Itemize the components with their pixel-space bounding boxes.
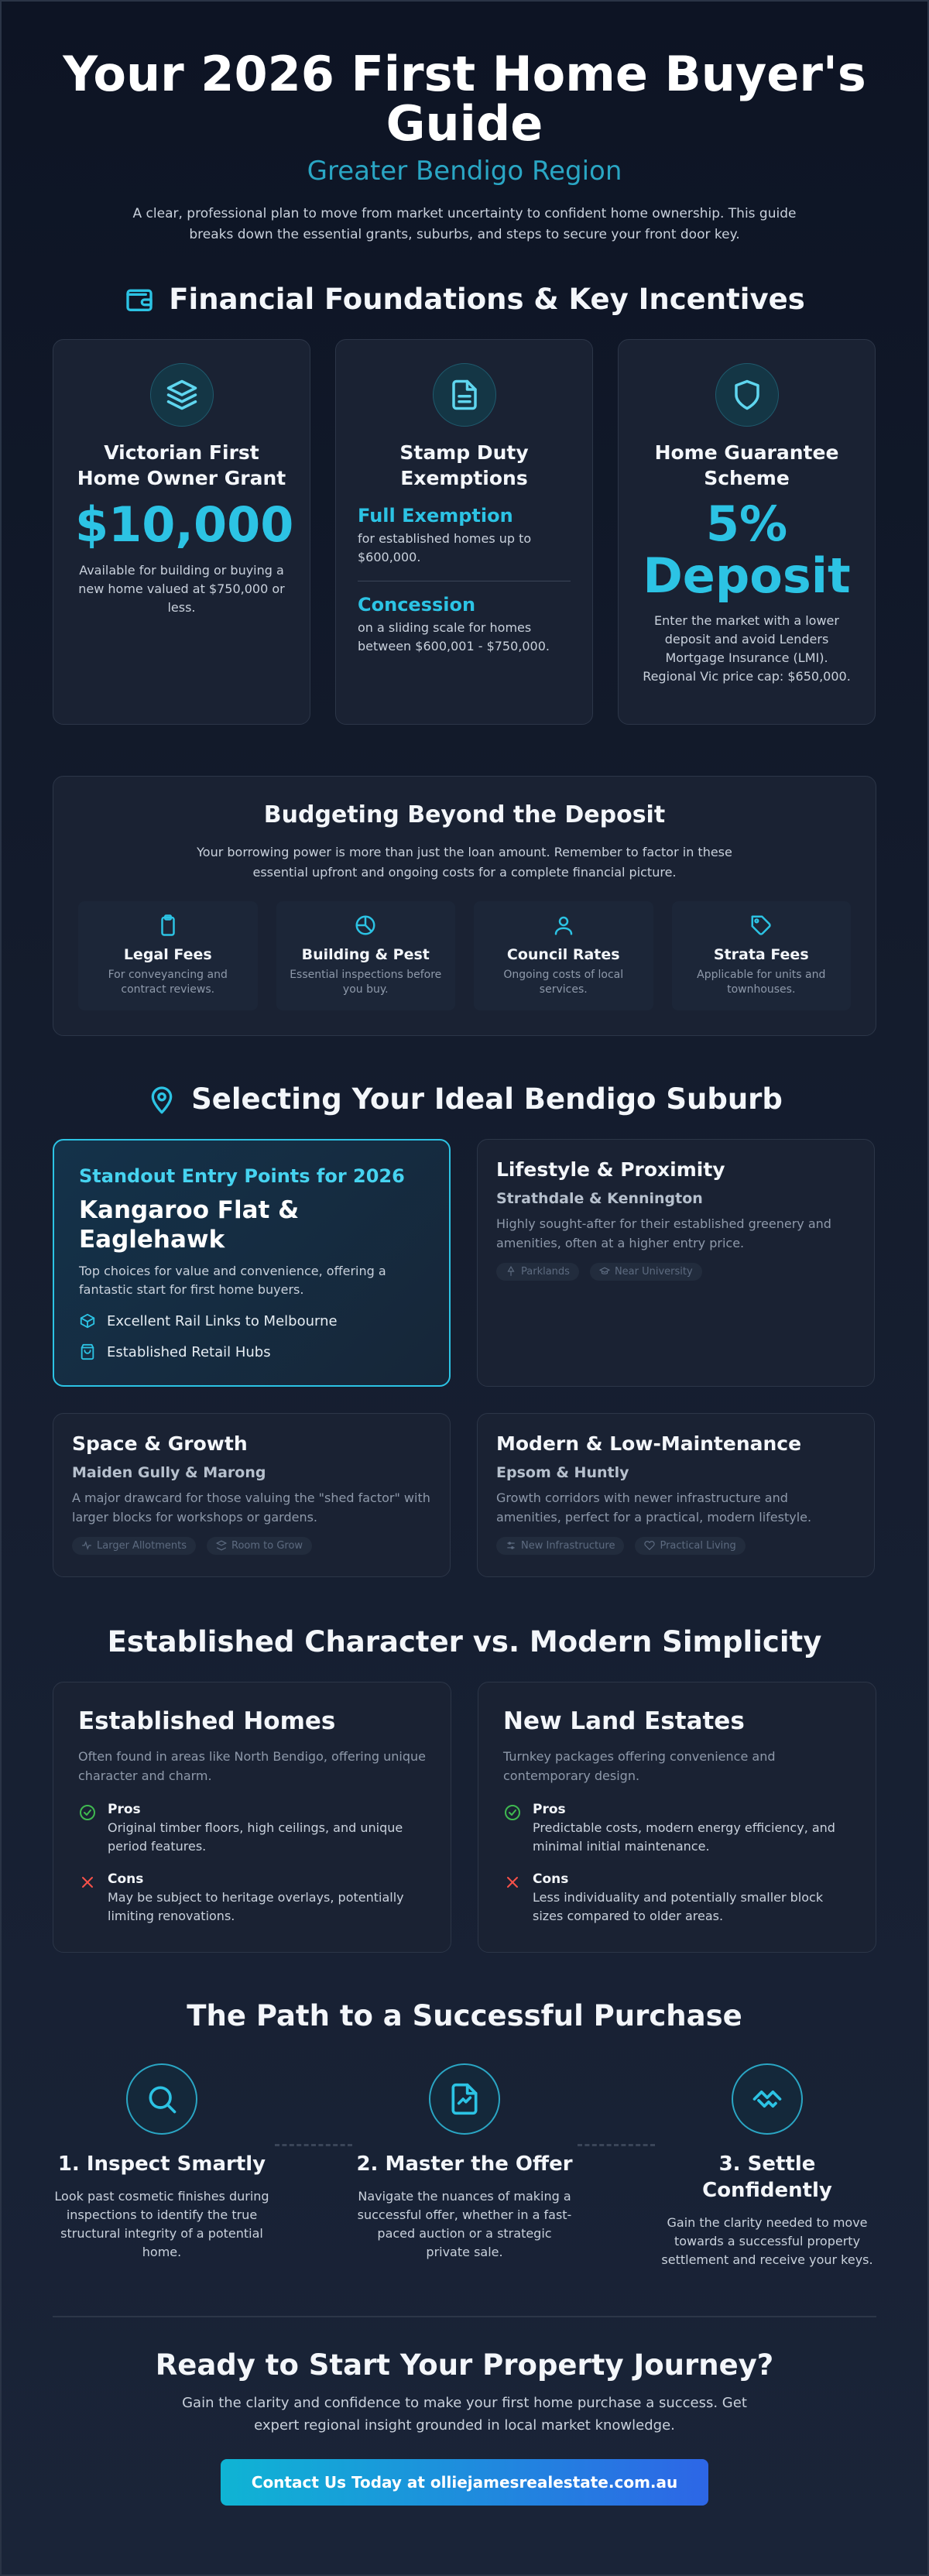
modern-title: Modern & Low-Maintenance xyxy=(496,1432,802,1456)
modern-area: Epsom & Huntly xyxy=(496,1464,629,1482)
new-land-pros xyxy=(503,1802,851,1856)
cons-text: May be subject to heritage overlays, potentially limiting renovations. xyxy=(108,1889,404,1923)
feature-label: Established Retail Hubs xyxy=(107,1343,271,1360)
tag-badge xyxy=(635,1537,745,1555)
cta-divider xyxy=(53,2316,876,2317)
activity-icon xyxy=(81,1540,92,1551)
new-land-title: New Land Estates xyxy=(503,1707,745,1736)
tag-badge xyxy=(496,1263,579,1281)
concession-title: Concession xyxy=(358,594,476,616)
fee-legal xyxy=(78,901,258,1010)
pros-text: Predictable costs, modern energy efficiency, and minimal initial maintenance. xyxy=(533,1820,835,1854)
financial-heading-text: Financial Foundations & Key Incentives xyxy=(169,283,805,317)
heart-icon xyxy=(644,1540,655,1551)
established-description: Often found in areas like North Bendigo, offering unique character and charm. xyxy=(78,1749,426,1784)
stamp-title: Stamp Duty Exemptions xyxy=(399,441,529,489)
tag-label: Near University xyxy=(614,1265,693,1278)
fee-text: Ongoing costs of local services. xyxy=(503,968,624,996)
check-circle-icon xyxy=(503,1803,522,1822)
fee-text: For conveyancing and contract reviews. xyxy=(108,968,228,996)
check-circle-icon xyxy=(78,1803,97,1822)
new-land-card xyxy=(478,1682,876,1953)
featured-features xyxy=(79,1312,424,1360)
feature-label: Excellent Rail Links to Melbourne xyxy=(107,1312,338,1329)
fee-title: Legal Fees xyxy=(123,945,212,963)
grant-title: Victorian First Home Owner Grant xyxy=(77,441,286,489)
suburbs-section xyxy=(53,1082,876,1577)
clipboard-icon xyxy=(156,914,180,937)
guarantee-card xyxy=(618,339,876,725)
exemption-text: for established homes up to $600,000. xyxy=(358,531,532,565)
wallet-icon xyxy=(124,284,155,315)
space-card xyxy=(53,1413,451,1577)
step-list xyxy=(53,2063,876,2269)
feature-item xyxy=(79,1312,424,1329)
map-pin-icon xyxy=(146,1084,177,1115)
step-connector xyxy=(275,2144,352,2146)
tag-badge xyxy=(207,1537,312,1555)
step-text: Look past cosmetic finishes during inspections to identify the true structural integrity of a potential home. xyxy=(54,2189,269,2260)
cons-content xyxy=(108,1871,426,1926)
step-title: 3. Settle Confidently xyxy=(702,2152,832,2203)
featured-kicker: Standout Entry Points for 2026 xyxy=(79,1165,405,1188)
established-pros xyxy=(78,1802,426,1856)
tag-label: Larger Allotments xyxy=(97,1539,187,1552)
lifestyle-description: Highly sought-after for their established greenery and amenities, often at a higher entry price. xyxy=(496,1216,831,1251)
lifestyle-card xyxy=(477,1139,875,1387)
cons-label: Cons xyxy=(533,1871,569,1887)
step-icon-circle xyxy=(429,2063,500,2135)
step-title: 2. Master the Offer xyxy=(356,2152,573,2176)
concession-text: on a sliding scale for homes between $600,001 - $750,000. xyxy=(358,620,550,654)
budget-card xyxy=(53,776,876,1036)
new-land-description: Turnkey packages offering convenience and contemporary design. xyxy=(503,1749,776,1784)
fee-list xyxy=(78,901,851,1010)
pros-content xyxy=(108,1802,426,1856)
compare-cards xyxy=(53,1682,876,1953)
fee-text: Essential inspections before you buy. xyxy=(290,968,442,996)
cta-section xyxy=(53,2316,876,2506)
lifestyle-tags xyxy=(496,1263,855,1281)
step-offer xyxy=(355,2063,574,2262)
grant-amount: $10,000 xyxy=(75,496,294,554)
space-description: A major drawcard for those valuing the "shed factor" with larger blocks for workshops or gardens. xyxy=(72,1490,430,1525)
pros-content xyxy=(533,1802,851,1856)
featured-name: Kangaroo Flat & Eaglehawk xyxy=(79,1196,300,1254)
grant-text: Available for building or buying a new home valued at $750,000 or less. xyxy=(78,562,285,615)
fee-title: Council Rates xyxy=(506,945,620,963)
fee-strata xyxy=(672,901,852,1010)
grant-card xyxy=(53,339,310,725)
feature-item xyxy=(79,1343,424,1360)
page-title: Your 2026 First Home Buyer's Guide xyxy=(63,46,866,153)
guarantee-title: Home Guarantee Scheme xyxy=(654,441,839,489)
incentive-cards xyxy=(53,339,876,725)
modern-card xyxy=(477,1413,875,1577)
tag-label: Room to Grow xyxy=(231,1539,303,1552)
globe-icon xyxy=(354,914,377,937)
new-land-cons xyxy=(503,1871,851,1926)
fee-text: Applicable for units and townhouses. xyxy=(697,968,826,996)
financial-heading xyxy=(53,283,876,316)
fee-title: Building & Pest xyxy=(301,945,430,963)
shopping-bag-icon xyxy=(79,1343,96,1360)
file-offer-icon xyxy=(447,2082,482,2116)
grant-icon-circle xyxy=(150,363,214,427)
page-subtitle: Greater Bendigo Region xyxy=(307,155,622,187)
stamp-exemption xyxy=(358,505,571,656)
tag-label: Practical Living xyxy=(660,1539,736,1552)
suburb-grid xyxy=(53,1139,876,1577)
stamp-icon-circle xyxy=(433,363,496,427)
path-section xyxy=(53,1999,876,2269)
space-area: Maiden Gully & Marong xyxy=(72,1464,266,1482)
cta-text: Gain the clarity and confidence to make your first home purchase a success. Get expert regional insight grounded in local market knowledge. xyxy=(182,2394,747,2434)
tag-icon xyxy=(749,914,773,937)
contact-button[interactable]: Contact Us Today at olliejamesrealestate.com.au xyxy=(221,2459,708,2506)
cons-text: Less individuality and potentially smaller block sizes compared to older areas. xyxy=(533,1889,824,1923)
tag-label: Parklands xyxy=(521,1265,570,1278)
established-cons xyxy=(78,1871,426,1926)
step-text: Gain the clarity needed to move towards a successful property settlement and receive your keys. xyxy=(661,2214,873,2267)
guarantee-icon-circle xyxy=(715,363,779,427)
layers-small-icon xyxy=(216,1540,227,1551)
compare-section xyxy=(53,1625,876,1953)
step-inspect xyxy=(53,2063,271,2262)
step-text: Navigate the nuances of making a successful offer, whether in a fast-paced auction or a strategic private sale. xyxy=(357,2189,572,2260)
space-title: Space & Growth xyxy=(72,1432,248,1456)
fee-title: Strata Fees xyxy=(713,945,809,963)
fee-building-pest xyxy=(276,901,456,1010)
path-heading: The Path to a Successful Purchase xyxy=(187,1999,742,2033)
budget-title: Budgeting Beyond the Deposit xyxy=(263,801,666,829)
tree-icon xyxy=(506,1266,516,1277)
fee-council-rates xyxy=(474,901,653,1010)
cube-icon xyxy=(79,1312,96,1329)
step-connector xyxy=(578,2144,655,2146)
step-icon-circle xyxy=(732,2063,803,2135)
graduation-cap-icon xyxy=(599,1266,610,1277)
cta-title: Ready to Start Your Property Journey? xyxy=(155,2348,774,2382)
lifestyle-area: Strathdale & Kennington xyxy=(496,1190,703,1208)
established-card xyxy=(53,1682,451,1953)
x-icon xyxy=(503,1873,522,1892)
featured-suburb-card xyxy=(53,1139,451,1387)
user-icon xyxy=(552,914,575,937)
x-icon xyxy=(78,1873,97,1892)
pros-label: Pros xyxy=(533,1801,566,1817)
step-icon-circle xyxy=(126,2063,197,2135)
compare-heading: Established Character vs. Modern Simplicity xyxy=(107,1625,822,1659)
tag-badge xyxy=(496,1537,624,1555)
exemption-title: Full Exemption xyxy=(358,505,513,527)
document-icon xyxy=(448,379,481,411)
layers-icon xyxy=(166,379,198,411)
modern-tags xyxy=(496,1537,855,1555)
hero-description: A clear, professional plan to move from market uncertainty to confident home ownership. This guide breaks down the essential grants, suburbs, and steps to secure your front door key. xyxy=(132,205,797,243)
featured-description: Top choices for value and convenience, offering a fantastic start for first home buyers. xyxy=(79,1263,386,1298)
guarantee-text: Enter the market with a lower deposit and avoid Lenders Mortgage Insurance (LMI). Regional Vic price cap: $650,000. xyxy=(643,613,851,684)
guarantee-amount: 5% Deposit xyxy=(643,496,851,605)
tag-badge xyxy=(590,1263,702,1281)
lifestyle-title: Lifestyle & Proximity xyxy=(496,1158,725,1182)
budget-description: Your borrowing power is more than just the loan amount. Remember to factor in these essential upfront and ongoing costs for a complete financial picture. xyxy=(197,845,732,880)
cons-label: Cons xyxy=(108,1871,144,1887)
tag-badge xyxy=(72,1537,196,1555)
stamp-duty-card xyxy=(335,339,593,725)
pros-label: Pros xyxy=(108,1801,141,1817)
step-title: 1. Inspect Smartly xyxy=(57,2152,266,2176)
shield-icon xyxy=(731,379,763,411)
suburbs-heading xyxy=(53,1082,876,1116)
financial-section xyxy=(53,283,876,1036)
pros-text: Original timber floors, high ceilings, and unique period features. xyxy=(108,1820,403,1854)
tag-label: New Infrastructure xyxy=(521,1539,615,1552)
suburbs-heading-text: Selecting Your Ideal Bendigo Suburb xyxy=(191,1082,783,1116)
step-settle xyxy=(658,2063,876,2269)
hero xyxy=(53,2,876,245)
search-icon xyxy=(145,2082,179,2116)
space-tags xyxy=(72,1537,431,1555)
cons-content xyxy=(533,1871,851,1926)
house-handshake-icon xyxy=(750,2082,784,2116)
established-title: Established Homes xyxy=(78,1707,336,1736)
modern-description: Growth corridors with newer infrastructure and amenities, perfect for a practical, modern lifestyle. xyxy=(496,1490,812,1525)
sliders-icon xyxy=(506,1540,516,1551)
